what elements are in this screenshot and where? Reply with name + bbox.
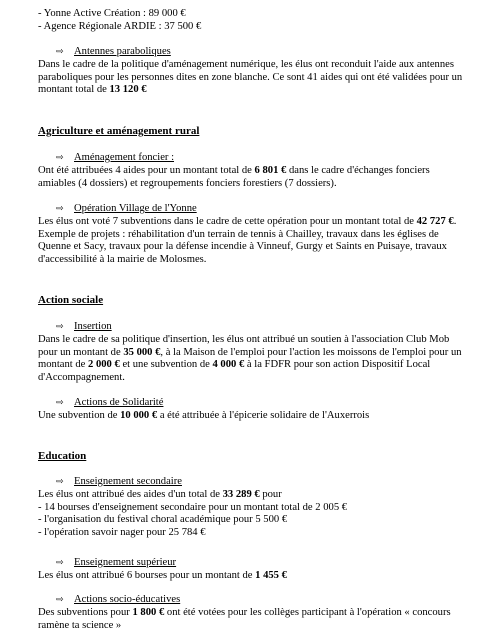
subheading-amenagement-foncier: ⇨ Aménagement foncier : <box>56 152 175 163</box>
amount: 42 727 € <box>416 216 454 227</box>
arrow-right-icon: ⇨ <box>56 322 64 332</box>
amount: 33 289 € <box>222 489 260 500</box>
paragraph-insertion: Dans le cadre de sa politique d'insertion, les élus ont attribué un soutien à l'association Club Mob pour un montant de 35 000 €, à la Maison de l'emploi pour l'action les moissons de l'emploi pour un montant de 2 000 € et une subvention de 4 000 € à la FDFR pour son action Dispositif Local d'Accompagnement. <box>38 334 462 383</box>
amount: 10 000 € <box>120 410 158 421</box>
arrow-right-icon: ⇨ <box>56 47 64 57</box>
amount: 1 800 € <box>132 607 165 618</box>
subheading-enseignement-secondaire: ⇨ Enseignement secondaire <box>56 476 182 487</box>
list-item: - Agence Régionale ARDIE : 37 500 € <box>38 20 202 32</box>
arrow-right-icon: ⇨ <box>56 477 64 487</box>
amount: 1 455 € <box>255 570 287 581</box>
amount: 4 000 € <box>212 359 245 371</box>
list-item: - l'organisation du festival choral académique pour 5 500 € <box>38 514 288 526</box>
section-heading-action-sociale: Action sociale <box>38 294 104 306</box>
paragraph-enseignement-superieur: Les élus ont attribué 6 bourses pour un montant de 1 455 € <box>38 570 287 581</box>
subheading-socio-educatives: ⇨ Actions socio-éducatives <box>56 594 181 605</box>
arrow-right-icon: ⇨ <box>56 398 64 408</box>
list-item: - 14 bourses d'enseignement secondaire pour un montant total de 2 005 € <box>38 501 348 513</box>
list-item: - Yonne Active Création : 89 000 € <box>38 8 186 19</box>
arrow-right-icon: ⇨ <box>56 204 64 214</box>
amount: 6 801 € <box>254 165 287 176</box>
amount: 13 120 € <box>109 84 147 96</box>
arrow-right-icon: ⇨ <box>56 595 64 605</box>
subheading-village-yonne: ⇨ Opération Village de l'Yonne <box>56 203 197 214</box>
section-heading-agriculture: Agriculture et aménagement rural <box>38 125 200 137</box>
arrow-right-icon: ⇨ <box>56 558 64 568</box>
paragraph-village-yonne: Les élus ont voté 7 subventions dans le cadre de cette opération pour un montant total de 42 727 €. Exemple de projets : réhabilitation d'un terrain de tennis à Chailley, travaux dans les églises de Quenne et Sacy, travaux pour la défense incendie à Vinneuf, Gurgy et Saints en Puisaye, travaux d'accessibilité à la mairie de Molosmes. <box>38 216 457 265</box>
paragraph-antennes: Dans le cadre de la politique d'aménagement numérique, les élus ont reconduit l'aide aux antennes paraboliques pour les personnes dites en zone blanche. Ce sont 41 aides qui ont été validées pour un montant total de 13 120 € <box>38 59 463 96</box>
paragraph-amenagement-foncier: Ont été attribuées 4 aides pour un montant total de 6 801 € dans le cadre d'échanges fonciers amiables (4 dossiers) et regroupements fonciers forestiers (7 dossiers). <box>38 165 430 189</box>
paragraph-solidarite: Une subvention de 10 000 € a été attribuée à l'épicerie solidaire de l'Auxerrois <box>38 410 370 421</box>
list-item: - l'opération savoir nager pour 25 784 € <box>38 526 206 538</box>
subheading-antennes: ⇨ Antennes paraboliques <box>56 46 171 57</box>
subheading-enseignement-superieur: ⇨ Enseignement supérieur <box>56 557 177 568</box>
amount: 35 000 € <box>123 346 161 358</box>
subheading-insertion: ⇨ Insertion <box>56 321 112 332</box>
paragraph-socio-educatives: Des subventions pour 1 800 € ont été votées pour les collèges participant à l'opération « concours ramène ta science » <box>38 607 451 631</box>
subheading-solidarite: ⇨ Actions de Solidarité <box>56 397 164 408</box>
amount: 2 000 € <box>88 359 120 371</box>
arrow-right-icon: ⇨ <box>56 153 64 163</box>
funding-list-top <box>38 8 464 33</box>
paragraph-enseignement-secondaire: Les élus ont attribué des aides d'un total de 33 289 € pour - 14 bourses d'enseignement secondaire pour un montant total de 2 005 € - l'organisation du festival choral académique pour 5 500 € - l'opération savoir nager pour 25 784 € <box>38 489 348 538</box>
section-heading-education: Education <box>38 450 87 462</box>
